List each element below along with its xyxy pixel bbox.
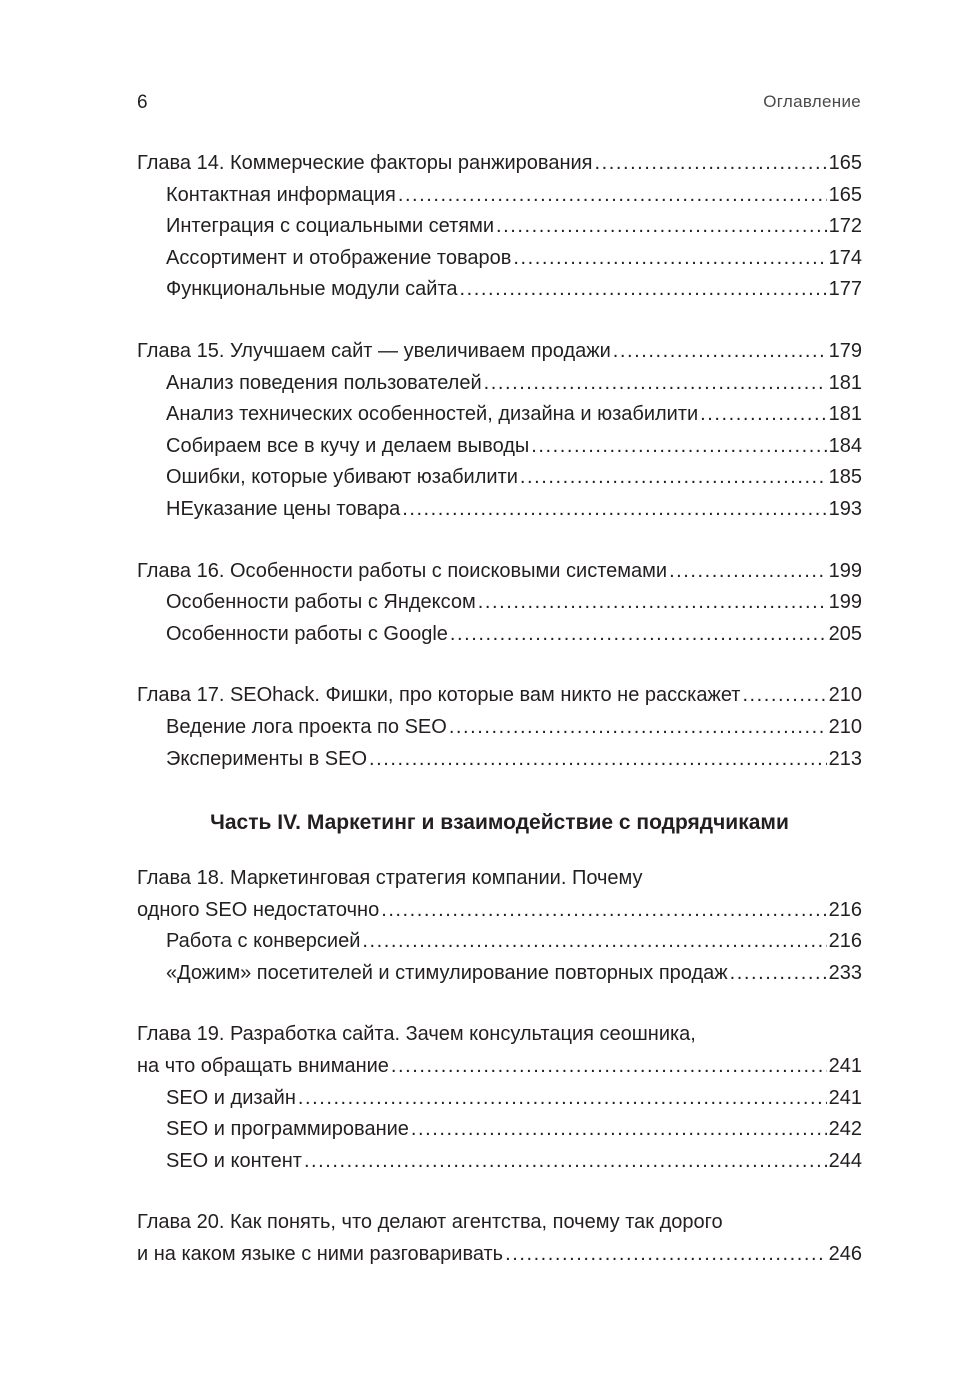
dot-leader [398,180,827,212]
toc-entry-label: Глава 16. Особенности работы с поисковыми системами [137,559,668,582]
toc-group [137,863,862,989]
table-of-contents [137,148,862,1271]
toc-page-number: 181 [828,403,862,426]
dot-leader [304,1146,827,1178]
toc-entry-label: Контактная информация [166,183,396,206]
toc-entry-label: SEO и программирование [166,1118,409,1141]
toc-page-number: 210 [828,684,862,707]
toc-group [137,1019,862,1177]
dot-leader [496,211,827,243]
toc-section-entry[interactable] [137,431,862,463]
dot-leader [520,462,827,494]
toc-page-number: 193 [828,497,862,520]
toc-entry-label: одного SEO недостаточно [137,898,380,921]
dot-leader [402,494,826,526]
toc-page-number: 179 [828,339,862,362]
toc-section-entry[interactable] [137,1146,862,1178]
toc-entry-label: «Дожим» посетителей и стимулирование повторных продаж [166,961,728,984]
toc-chapter-entry[interactable] [137,336,862,368]
toc-entry-label: Глава 15. Улучшаем сайт — увеличиваем продажи [137,339,611,362]
toc-page-number: 177 [828,278,862,301]
toc-page-number: 241 [828,1055,862,1078]
dot-leader [484,368,827,400]
toc-entry-label: Особенности работы с Яндексом [166,591,476,614]
toc-section-entry[interactable] [137,211,862,243]
dot-leader [460,274,827,306]
dot-leader [505,1239,827,1271]
toc-chapter-entry[interactable] [137,1239,862,1271]
dot-leader [730,958,827,990]
toc-entry-label: Эксперименты в SEO [166,747,368,770]
toc-page-number: 172 [828,215,862,238]
dot-leader [381,895,826,927]
toc-page-number: 233 [828,961,862,984]
toc-page-number: 210 [828,715,862,738]
dot-leader [362,926,826,958]
dot-leader [411,1114,827,1146]
toc-chapter-title-line: Глава 18. Маркетинговая стратегия компании. Почему [137,867,643,890]
toc-page-number: 181 [828,371,862,394]
dot-leader [700,399,826,431]
toc-page-number: 216 [828,930,862,953]
toc-page-number: 184 [828,434,862,457]
toc-page-number: 174 [828,246,862,269]
toc-page-number: 205 [828,622,862,645]
toc-chapter-title-line: Глава 20. Как понять, что делают агентства, почему так дорого [137,1211,723,1234]
toc-group [137,148,862,306]
toc-entry-label: SEO и дизайн [166,1086,296,1109]
toc-entry-label: Анализ поведения пользователей [166,371,482,394]
toc-section-entry[interactable] [137,1083,862,1115]
dot-leader [531,431,826,463]
toc-entry-label: Функциональные модули сайта [166,278,458,301]
part-title: Часть IV. Маркетинг и взаимодействие с подрядчиками [210,811,789,835]
toc-section-entry[interactable] [137,587,862,619]
toc-page-number: 185 [828,466,862,489]
toc-page-number: 165 [828,183,862,206]
dot-leader [450,619,827,651]
toc-entry-label: на что обращать внимание [137,1055,389,1078]
toc-section-entry[interactable] [137,494,862,526]
toc-entry-label: НЕуказание цены товара [166,497,401,520]
toc-page-number: 165 [828,152,862,174]
toc-page-number: 244 [828,1149,862,1172]
toc-chapter-entry[interactable] [137,895,862,927]
dot-leader [449,712,827,744]
toc-page-number: 242 [828,1118,862,1141]
toc-section-entry[interactable] [137,180,862,212]
toc-page-number: 241 [828,1086,862,1109]
toc-entry-label: SEO и контент [166,1149,302,1172]
page-number: 6 [137,92,148,113]
page-header [137,92,861,116]
dot-leader [391,1051,827,1083]
toc-entry-label: Ведение лога проекта по SEO [166,715,447,738]
dot-leader [478,587,827,619]
toc-section-entry[interactable] [137,368,862,400]
toc-entry-label: Особенности работы с Google [166,622,448,645]
toc-group [137,680,862,775]
toc-chapter-entry[interactable] [137,1051,862,1083]
toc-section-entry[interactable] [137,712,862,744]
toc-section-entry[interactable] [137,744,862,776]
toc-section-entry[interactable] [137,243,862,275]
toc-entry-label: Ошибки, которые убивают юзабилити [166,466,518,489]
dot-leader [298,1083,827,1115]
toc-page-number: 199 [828,591,862,614]
dot-leader [369,744,827,776]
toc-section-part-4 [137,863,862,1271]
toc-chapter-entry[interactable] [137,556,862,588]
toc-entry-label: Глава 14. Коммерческие факторы ранжирования [137,152,593,174]
toc-entry-label: Работа с конверсией [166,930,361,953]
toc-section-entry[interactable] [137,619,862,651]
toc-entry-label: и на каком языке с ними разговаривать [137,1243,504,1266]
toc-section-part-3 [137,148,862,775]
toc-chapter-title-line: Глава 19. Разработка сайта. Зачем консультация сеошника, [137,1023,696,1046]
dot-leader [613,336,827,368]
toc-entry-label: Ассортимент и отображение товаров [166,246,512,269]
toc-page-number: 199 [828,559,862,582]
toc-entry-label: Интеграция с социальными сетями [166,215,495,238]
dot-leader [513,243,826,275]
toc-entry-label: Собираем все в кучу и делаем выводы [166,434,530,457]
toc-chapter-entry[interactable] [137,680,862,712]
toc-section-entry[interactable] [137,274,862,306]
toc-section-entry[interactable] [137,399,862,431]
running-head: Оглавление [763,92,861,111]
toc-entry-label: Глава 17. SEOhack. Фишки, про которые вам никто не расскажет [137,684,741,707]
toc-section-entry[interactable] [137,462,862,494]
toc-entry-label: Анализ технических особенностей, дизайна и юзабилити [166,403,699,426]
toc-section-entry[interactable] [137,926,862,958]
toc-page-number: 246 [828,1243,862,1266]
toc-page-number: 213 [828,747,862,770]
toc-page-number: 216 [828,898,862,921]
toc-section-entry[interactable] [137,958,862,990]
toc-section-entry[interactable] [137,1114,862,1146]
dot-leader [669,556,827,588]
toc-group [137,336,862,526]
toc-group [137,1207,862,1270]
toc-group [137,556,862,651]
dot-leader [742,680,826,712]
dot-leader [595,148,827,180]
toc-chapter-entry[interactable] [137,148,862,180]
